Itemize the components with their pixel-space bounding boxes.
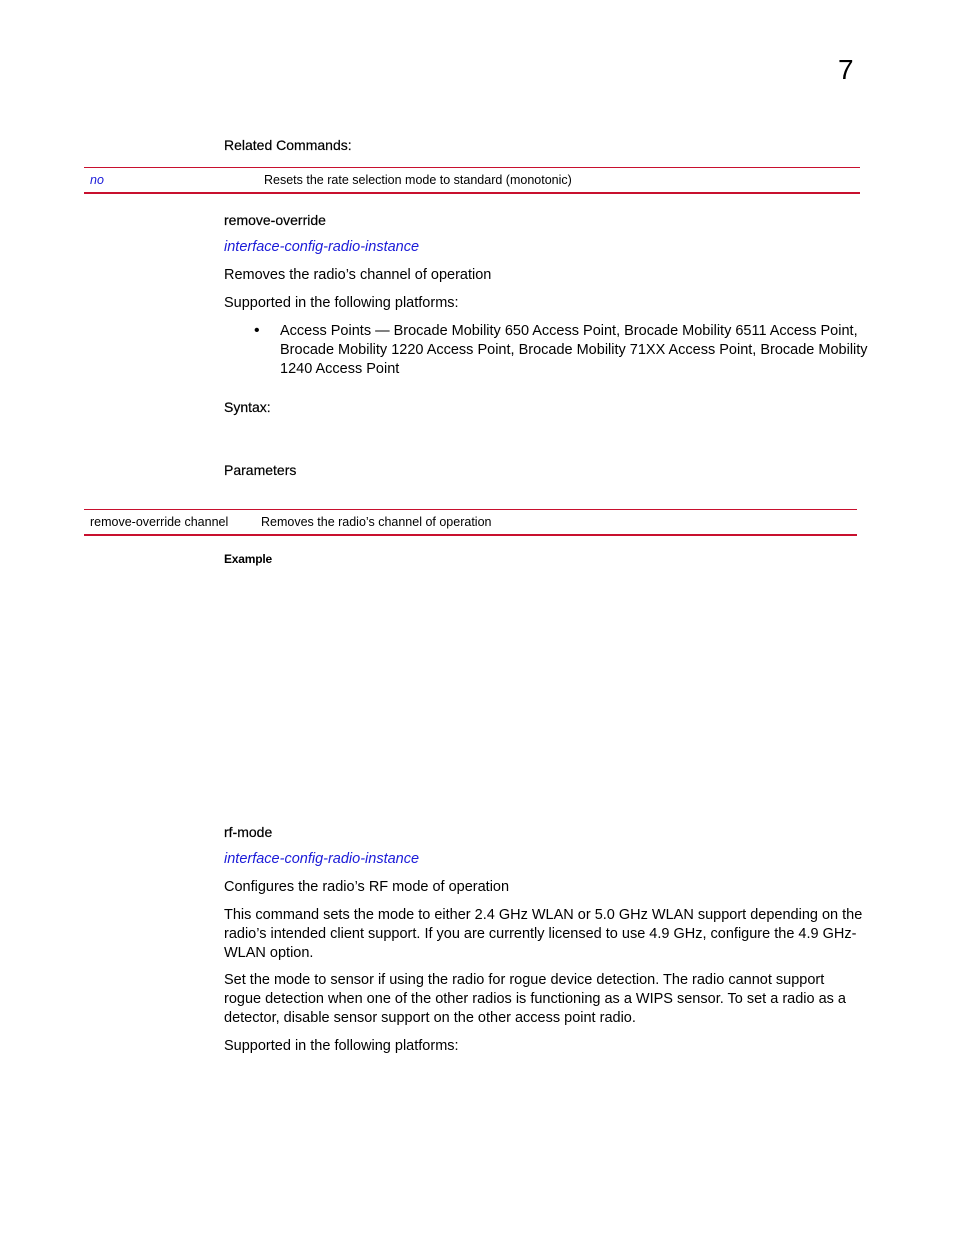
- rf-mode-platforms-intro: Supported in the following platforms:: [224, 1038, 459, 1054]
- rf-mode-description: Configures the radio’s RF mode of operation: [224, 879, 510, 895]
- remove-override-description: Removes the radio’s channel of operation: [224, 267, 492, 283]
- rf-mode-title: rf-mode: [224, 824, 273, 840]
- example-heading: Example: [224, 552, 272, 566]
- remove-override-platforms-intro: Supported in the following platforms:: [224, 295, 459, 311]
- related-command-no-link[interactable]: no: [90, 173, 104, 187]
- bullet-icon: •: [254, 322, 260, 339]
- remove-override-title: remove-override: [224, 212, 326, 228]
- remove-override-platform-item: Access Points — Brocade Mobility 650 Access Point, Brocade Mobility 6511 Access Point, Brocade Mobility 1220 Access Point, Brocade Mobility 71XX Access Point, Brocade Mobility 1240 Access Point: [280, 323, 868, 377]
- remove-override-context-link[interactable]: interface-config-radio-instance: [224, 239, 420, 255]
- related-command-description: Resets the rate selection mode to standard (monotonic): [264, 173, 572, 187]
- syntax-heading: Syntax:: [224, 399, 271, 415]
- parameter-name: remove-override channel: [90, 515, 229, 529]
- related-commands-table: [84, 167, 860, 194]
- parameter-description: Removes the radio’s channel of operation: [261, 515, 492, 529]
- rf-mode-paragraph-2: Set the mode to sensor if using the radio for rogue device detection. The radio cannot support rogue detection when one of the other radios is functioning as a WIPS sensor. To set a radio as a detector, disable sensor support on the other access point radio.: [224, 972, 846, 1026]
- parameters-table: [84, 509, 857, 536]
- rf-mode-paragraph-1: This command sets the mode to either 2.4 GHz WLAN or 5.0 GHz WLAN support depending on the radio’s intended client support. If you are currently licensed to use 4.9 GHz, configure the 4.9 GHz-WLAN option.: [224, 907, 863, 961]
- chapter-number: 7: [838, 54, 854, 85]
- rf-mode-context-link[interactable]: interface-config-radio-instance: [224, 851, 420, 867]
- parameters-heading: Parameters: [224, 462, 297, 478]
- related-commands-heading: Related Commands:: [224, 137, 352, 153]
